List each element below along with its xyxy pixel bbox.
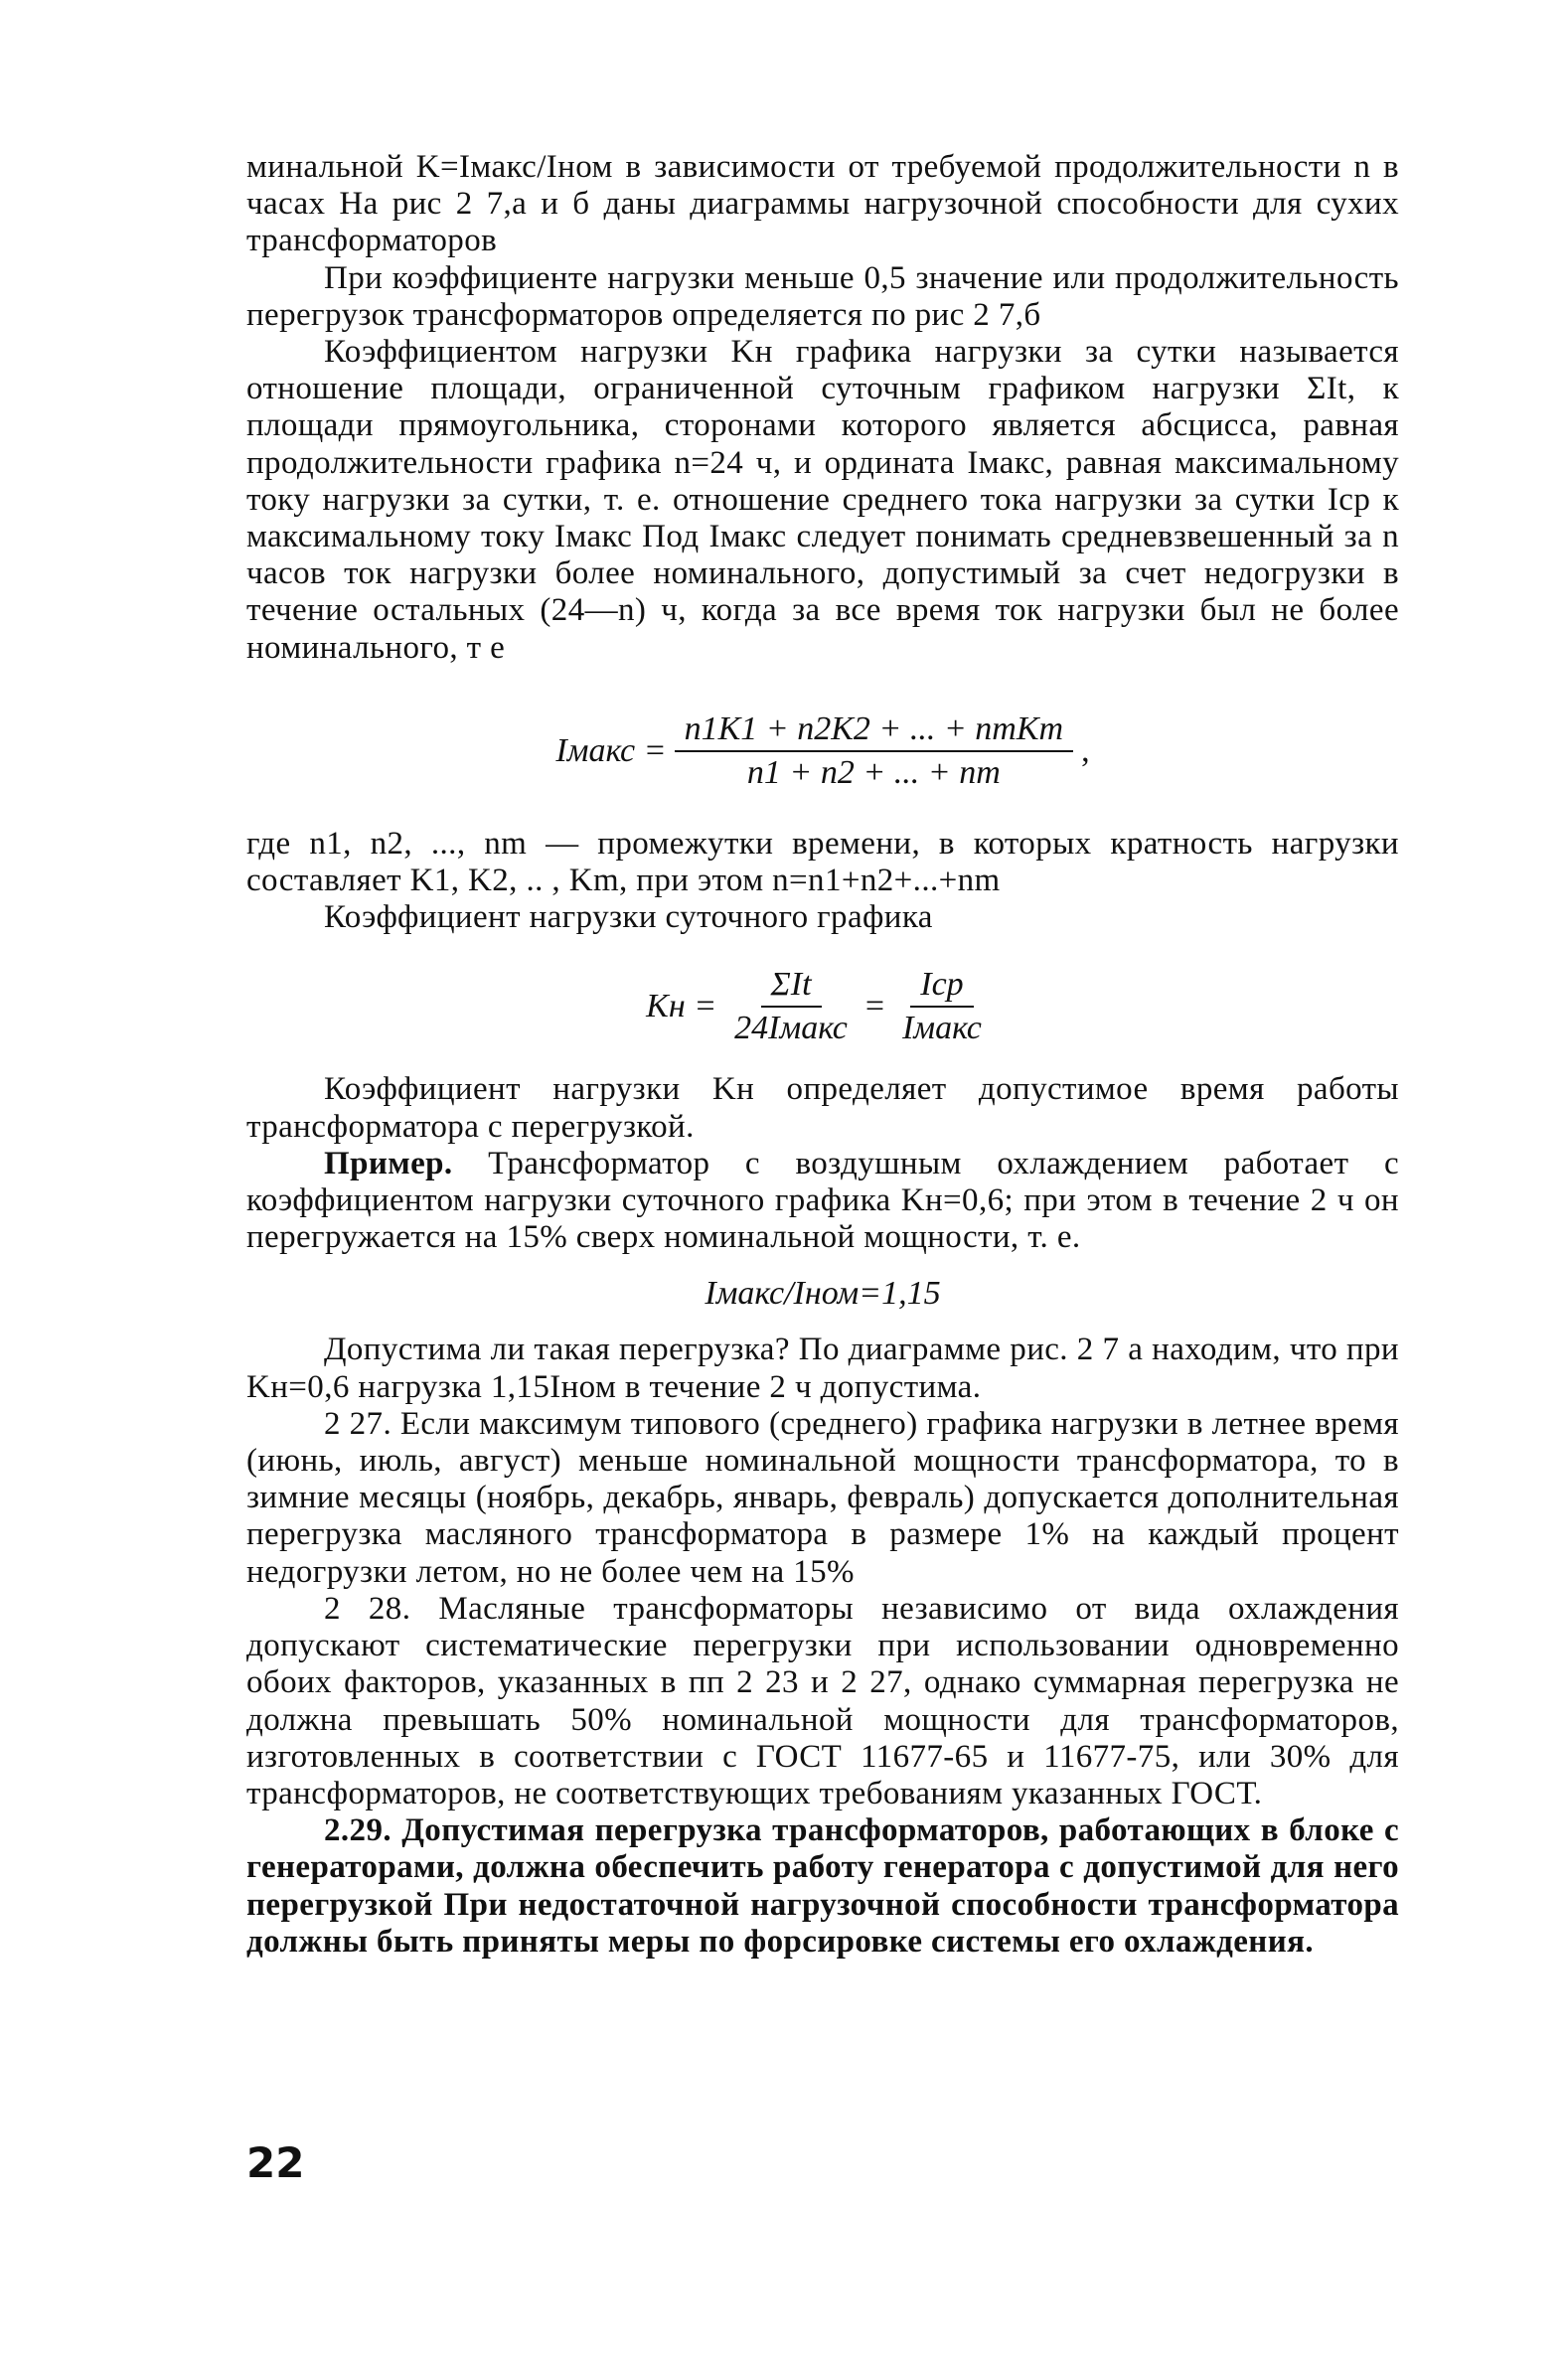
formula-i-max-numerator: n1K1 + n2K2 + ... + nmKm xyxy=(675,710,1073,752)
formula-k-n xyxy=(246,942,1399,1071)
paragraph-load-coefficient-below: При коэффициенте нагрузки меньше 0,5 значение или продолжительность перегрузок трансформаторов определяется по рис 2 7,б xyxy=(246,259,1399,333)
page-number: 22 xyxy=(246,2138,305,2187)
paragraph-daily-coefficient: Коэффициент нагрузки суточного графика xyxy=(324,899,933,936)
formula-k-n-equals: = xyxy=(864,988,885,1025)
formula-overload-ratio-text: Iмакс/Iном=1,15 xyxy=(705,1275,941,1313)
formula-k-n-denominator-2: Iмакс xyxy=(902,1010,982,1047)
paragraph-load-coefficient-definition: Коэффициентом нагрузки Kн графика нагрузки за сутки называется отношение площади, ограниченной суточным графиком нагрузки ΣIt, к площади прямоугольника, сторонами которого является абсцисса, равная продолжительности графика n=24 ч, и ордината Iмакс, равная максимальному току нагрузки за сутки, т. е. отношение среднего тока нагрузки за сутки Iср к максимальному току Iмакс Под Iмакс следует понимать средневзвешенный за n часов ток нагрузки более номинального, допустимый за счет недогрузки в течение остальных (24—n) ч, когда за все время ток нагрузки был не более номинального, т е xyxy=(246,334,1399,666)
paragraph-continuation: минальной K=Iмакс/Iном в зависимости от требуемой продолжительности n в часах На рис 2 7,а и б даны диаграммы нагрузочной способности для сухих трансформаторов xyxy=(246,149,1399,259)
text-column xyxy=(246,149,1399,1961)
formula-k-n-fraction-1 xyxy=(724,966,858,1047)
formula-i-max-lhs: Iмакс = xyxy=(555,731,667,769)
formula-k-n-fraction-2 xyxy=(892,966,992,1047)
formula-i-max xyxy=(246,677,1399,826)
formula-k-n-denominator-1: 24Iмакс xyxy=(734,1010,848,1047)
formula-i-max-comma: , xyxy=(1081,731,1090,769)
paragraph-is-overload-allowed: Допустима ли такая перегрузка? По диаграмме рис. 2 7 а находим, что при Kн=0,6 нагрузка 1,15Iном в течение 2 ч допустима. xyxy=(246,1332,1399,1405)
paragraph-example xyxy=(246,1146,1399,1257)
formula-i-max-denominator: n1 + n2 + ... + nm xyxy=(746,753,1001,791)
formula-k-n-numerator-2: Iср xyxy=(910,966,973,1008)
example-label: Пример. xyxy=(324,1145,453,1181)
paragraph-section-2-27: 2 27. Если максимум типового (среднего) графика нагрузки в летнее время (июнь, июль, август) меньше номинальной мощности трансформатора, то в зимние месяцы (ноябрь, декабрь, январь, февраль) допускается дополнительная перегрузка масляного трансформатора в размере 1% на каждый процент недогрузки летом, но не более чем на 15% xyxy=(246,1405,1399,1590)
paragraph-section-2-29: 2.29. Допустимая перегрузка трансформаторов, работающих в блоке с генераторами, должна обеспечить работу генератора с допустимой для него перегрузкой При недостаточной нагрузочной способности трансформатора должны быть приняты меры по форсировке системы его охлаждения. xyxy=(246,1812,1399,1960)
formula-k-n-numerator-1: ΣIt xyxy=(761,966,822,1008)
paragraph-kn-determines: Коэффициент нагрузки Kн определяет допустимое время работы трансформатора с перегрузкой. xyxy=(246,1071,1399,1145)
example-text: Трансформатор с воздушным охлаждением работает с коэффициентом нагрузки суточного графика Kн=0,6; при этом в течение 2 ч он перегружается на 15% сверх номинальной мощности, т. е. xyxy=(246,1145,1399,1256)
paragraph-section-2-28: 2 28. Масляные трансформаторы независимо от вида охлаждения допускают систематические перегрузки при использовании одновременно обоих факторов, указанных в пп 2 23 и 2 27, однако суммарная перегрузка не должна превышать 50% номинальной мощности для трансформаторов, изготовленных в соответствии с ГОСТ 11677-65 и 11677-75, или 30% для трансформаторов, не соответствующих требованиям указанных ГОСТ. xyxy=(246,1590,1399,1811)
formula-overload-ratio xyxy=(246,1256,1399,1332)
paragraph-intervals: где n1, n2, ..., nm — промежутки времени, в которых кратность нагрузки составляет K1, K2, .. , Km, при этом n=n1+n2+...+nm xyxy=(246,825,1399,899)
formula-i-max-fraction xyxy=(675,710,1073,792)
formula-k-n-lhs: Kн = xyxy=(646,988,717,1025)
